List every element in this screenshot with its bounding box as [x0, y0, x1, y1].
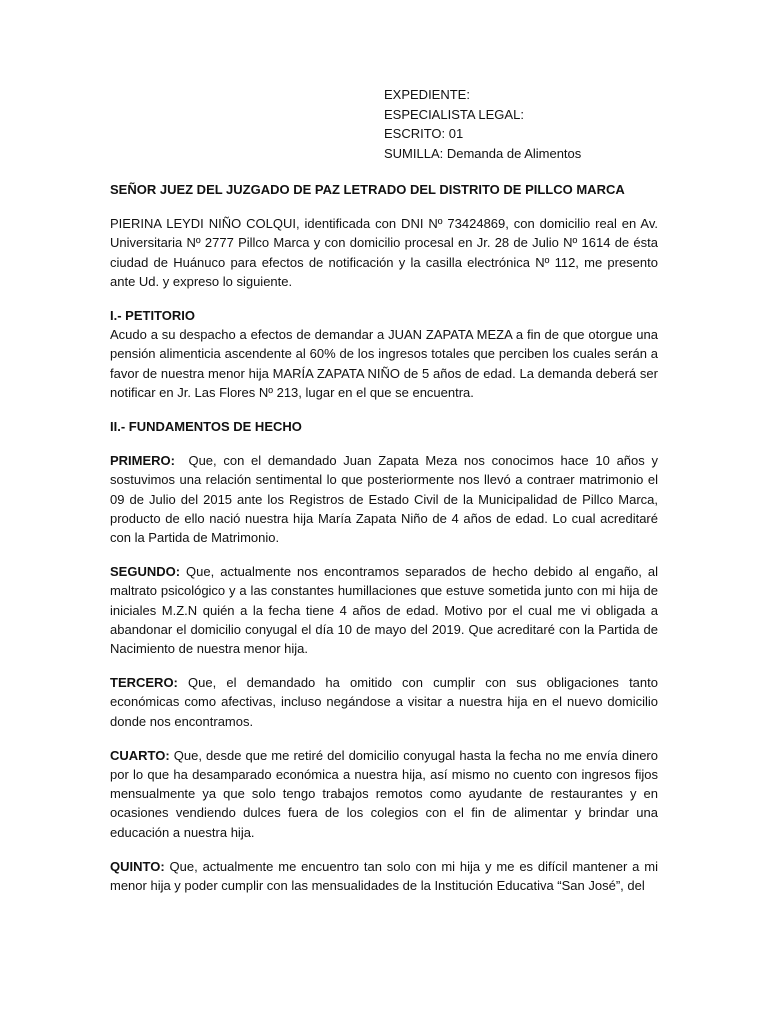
sumilla-label: SUMILLA: [384, 145, 444, 161]
fundamento-label: QUINTO: [110, 858, 165, 874]
fundamento-text: Que, el demandado ha omitido con cumplir con sus obligaciones tanto económicas como afectivas, incluso negándose a visitar a nuestra hija en el nuevo domicilio donde nos encontramos. [110, 675, 658, 729]
document-body [110, 180, 662, 895]
fundamento-cuarto [110, 746, 658, 842]
fundamento-text: Que, actualmente me encuentro tan solo con mi hija y me es difícil mantener a mi menor hija y poder cumplir con las mensualidades de la Institución Educativa “San José”, del [110, 858, 658, 894]
fundamento-label: SEGUNDO: [110, 564, 181, 580]
case-header [384, 85, 581, 163]
fundamento-primero [110, 451, 662, 547]
especialista-label: ESPECIALISTA LEGAL: [384, 106, 524, 122]
fundamentos-heading: II.- FUNDAMENTOS DE HECHO [110, 419, 302, 435]
fundamento-label: TERCERO: [110, 675, 178, 691]
fundamento-segundo [110, 562, 658, 658]
fundamento-text: Que, con el demandado Juan Zapata Meza nos conocimos hace 10 años y sostuvimos una relación sentimental lo que posteriormente nos llevó a contraer matrimonio el 09 de Julio del 2015 ante los Registros de Estado Civil de la Municipalidad de Pillco Marca, producto de ello nació nuestra hija María Zapata Niño de 4 años de edad. Lo cual acreditaré con la Partida de Matrimonio. [110, 453, 662, 546]
addressee-heading: SEÑOR JUEZ DEL JUZGADO DE PAZ LETRADO DEL DISTRITO DE PILLCO MARCA [110, 182, 625, 197]
petitorio-heading: I.- PETITORIO [110, 308, 195, 324]
fundamento-tercero [110, 673, 658, 731]
fundamento-text: Que, desde que me retiré del domicilio conyugal hasta la fecha no me envía dinero por lo que ha desamparado económica a nuestra hija, así mismo no cuento con ingresos fijos mensualmente ya que solo tengo trabajos remotos como ayudante de restaurantes y en ocasiones vendiendo dulces fuera de los colegios con el fin de alimentar y brindar una educación a nuestra hija. [110, 747, 658, 840]
sumilla-line [384, 144, 581, 164]
fundamento-text: Que, actualmente nos encontramos separados de hecho debido al engaño, al maltrato psicológico y a las constantes humillaciones que estuve sometida junto con mi hija de iniciales M.Z.N quién a la fecha tiene 4 años de edad. Motivo por el cual me vi obligada a abandonar el domicilio conyugal el día 10 de mayo del 2019. Que acreditaré con la Partida de Nacimiento de nuestra menor hija. [110, 564, 658, 657]
expediente-label: EXPEDIENTE: [384, 87, 470, 102]
petitorio-paragraph: Acudo a su despacho a efectos de demandar a JUAN ZAPATA MEZA a fin de que otorgue una pensión alimenticia ascendente al 60% de los ingresos totales que perciben los cuales serán a favor de nuestra menor hija MARÍA ZAPATA NIÑO de 5 años de edad. La demanda deberá ser notificar en Jr. Las Flores Nº 213, lugar en el que se encuentra. [110, 327, 658, 400]
intro-paragraph: PIERINA LEYDI NIÑO COLQUI, identificada con DNI Nº 73424869, con domicilio real en Av. Universitaria Nº 2777 Pillco Marca y con domicilio procesal en Jr. 28 de Julio Nº 1614 de ésta ciudad de Huánuco para efectos de notificación y la casilla electrónica Nº 112, me presento ante Ud. y expreso lo siguiente. [110, 216, 658, 289]
fundamento-quinto [110, 857, 658, 895]
sumilla-value: Demanda de Alimentos [443, 145, 582, 161]
fundamento-label: PRIMERO: [110, 453, 175, 469]
fundamento-label: CUARTO: [110, 747, 170, 763]
escrito-label: ESCRITO: 01 [384, 126, 464, 141]
